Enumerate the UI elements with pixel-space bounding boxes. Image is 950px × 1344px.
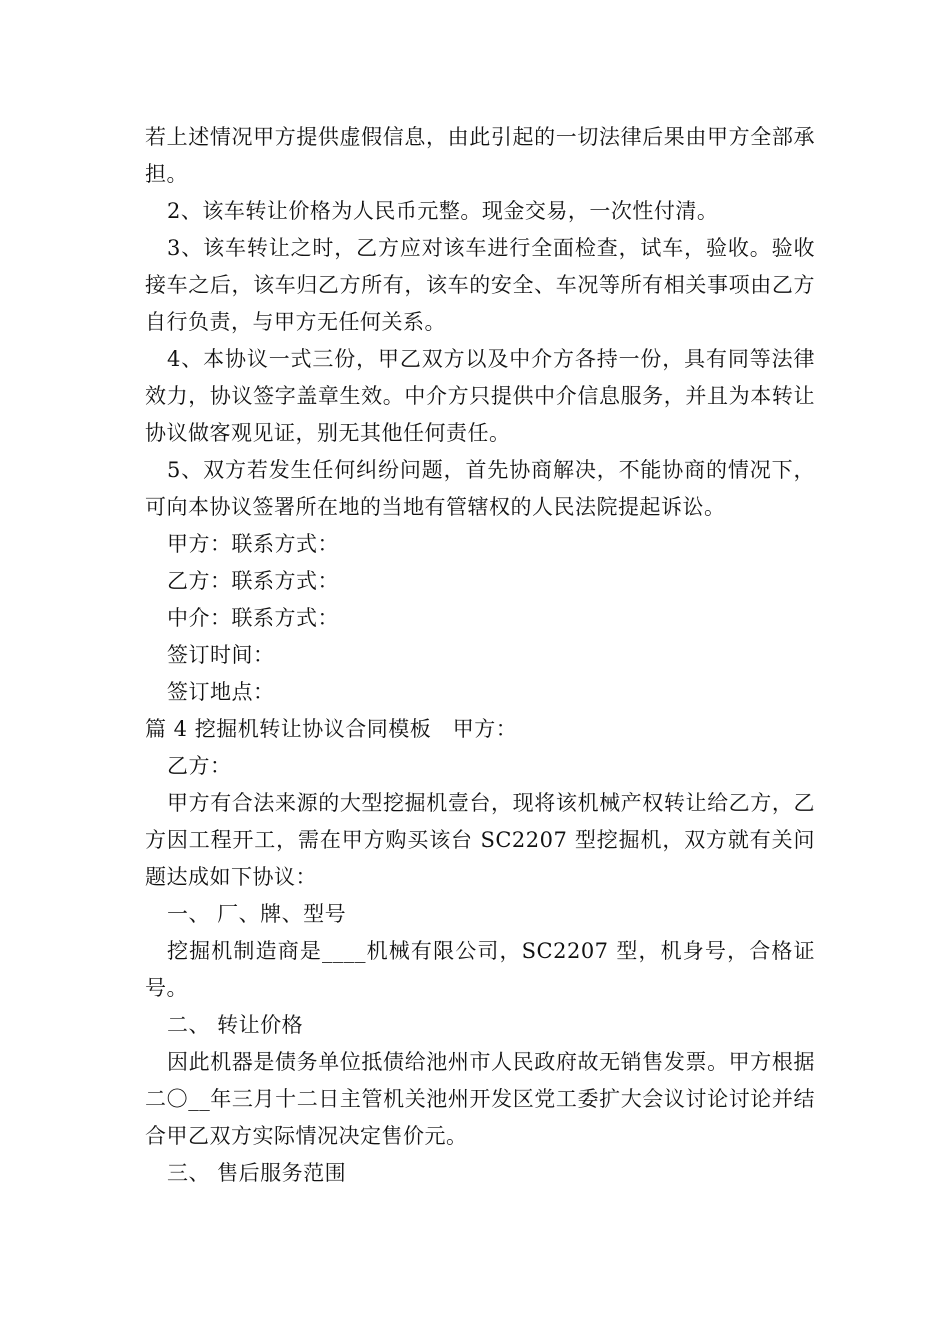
intermediary-contact: 中介：联系方式： <box>167 606 339 630</box>
clause-heading-1: 一、 厂、牌、型号 <box>167 902 347 926</box>
document-body <box>145 119 815 1192</box>
paragraph-3: 3、该车转让之时，乙方应对该车进行全面检查，试车，验收。验收接车之后，该车归乙方所有，该车的安全、车况等所有相关事项由乙方自行负责，与甲方无任何关系。 <box>145 236 815 334</box>
clause-heading-2: 二、 转让价格 <box>167 1013 304 1037</box>
party-b-label: 乙方： <box>167 754 232 778</box>
party-b-contact: 乙方：联系方式： <box>167 569 339 593</box>
paragraph-4: 4、本协议一式三份，甲乙双方以及中介方各持一份，具有同等法律效力，协议签字盖章生效。中介方只提供中介信息服务，并且为本转让协议做客观见证，别无其他任何责任。 <box>145 347 815 445</box>
clause-text-1: 挖掘机制造商是____机械有限公司，SC2207 型，机身号，合格证号。 <box>145 939 815 1000</box>
clause-heading-3: 三、 售后服务范围 <box>167 1161 347 1185</box>
paragraph-2: 2、该车转让价格为人民币元整。现金交易，一次性付清。 <box>167 199 719 223</box>
paragraph-5: 5、双方若发生任何纠纷问题，首先协商解决，不能协商的情况下，可向本协议签署所在地的当地有管辖权的人民法院提起诉讼。 <box>145 458 815 519</box>
clause-text-2: 因此机器是债务单位抵债给池州市人民政府故无销售发票。甲方根据二〇__年三月十二日主管机关池州开发区党工委扩大会议讨论讨论并结合甲乙双方实际情况决定售价元。 <box>145 1050 815 1148</box>
signing-place: 签订地点： <box>167 680 275 704</box>
signing-time: 签订时间： <box>167 643 275 667</box>
party-a-contact: 甲方：联系方式： <box>167 532 339 556</box>
agreement-intro: 甲方有合法来源的大型挖掘机壹台，现将该机械产权转让给乙方，乙方因工程开工，需在甲方购买该台 SC2207 型挖掘机，双方就有关问题达成如下协议： <box>145 791 815 889</box>
section-heading: 篇 4 挖掘机转让协议合同模板 甲方： <box>145 717 518 741</box>
paragraph-1: 若上述情况甲方提供虚假信息，由此引起的一切法律后果由甲方全部承担。 <box>145 125 815 186</box>
